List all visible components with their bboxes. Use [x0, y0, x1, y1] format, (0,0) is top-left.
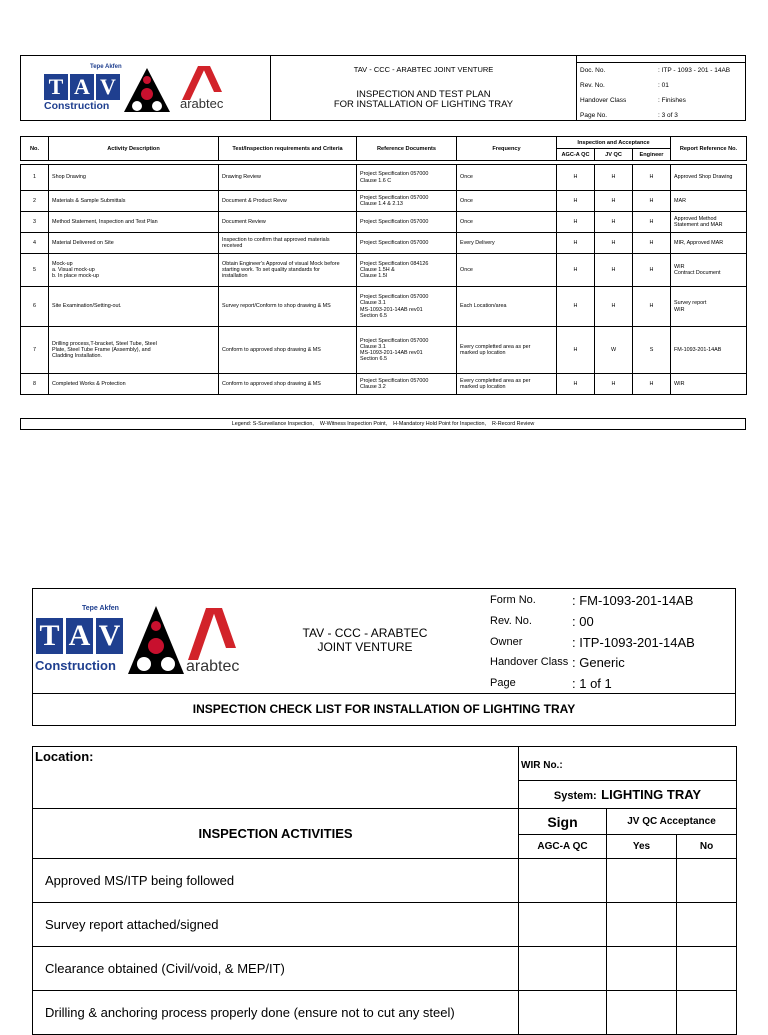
- jvqc-cell: H: [595, 233, 633, 254]
- wir-cell[interactable]: [519, 747, 737, 781]
- yes-header: Yes: [607, 835, 677, 859]
- engineer-cell: H: [633, 191, 671, 212]
- checklist-meta-value: : Generic: [572, 655, 625, 670]
- reference-line: Project Specification 084126: [360, 260, 429, 267]
- test-line: Conform to approved shop drawing & MS: [222, 380, 321, 387]
- checklist-meta-label: Rev. No.: [490, 615, 532, 627]
- checklist-item: Approved MS/ITP being followed: [33, 859, 519, 903]
- table-row: [21, 254, 747, 287]
- frequency-cell: [457, 212, 557, 233]
- test-cell: [219, 254, 357, 287]
- activity-cell: [49, 287, 219, 327]
- row-number: 3: [21, 212, 49, 233]
- report-line: Statement and MAR: [674, 222, 723, 228]
- activity-line: Materials & Sample Submittals: [52, 197, 126, 204]
- report-line: Approved Method: [674, 215, 717, 222]
- row-number: 1: [21, 165, 49, 191]
- activity-line: Mock-up: [52, 260, 73, 267]
- header-jvqc: JV QC: [595, 149, 633, 161]
- test-line: Conform to approved shop drawing & MS: [222, 346, 321, 353]
- report-line: MIR, Approved MAR: [674, 239, 724, 246]
- frequency-line: Every Delivery: [460, 239, 495, 246]
- report-line: Approved Shop Drawing: [674, 174, 733, 181]
- activity-cell: [49, 233, 219, 254]
- checklist-row: [33, 991, 737, 1035]
- row-number: 8: [21, 374, 49, 395]
- header-engineer: Engineer: [633, 149, 671, 161]
- row-number: 7: [21, 327, 49, 374]
- report-cell: [671, 287, 747, 327]
- activity-line: Plate, Steel Tube Frame (Assembly), and: [52, 346, 151, 353]
- ccc-triangle-icon: [124, 68, 170, 112]
- itp-meta-value: : ITP - 1093 - 201 - 14AB: [658, 67, 731, 74]
- reference-line: Project Specification 057000: [360, 218, 429, 225]
- reference-cell: [357, 287, 457, 327]
- agc-cell: H: [557, 165, 595, 191]
- checklist-table: [32, 746, 737, 1035]
- reference-cell: [357, 374, 457, 395]
- reference-line: Clause 3.2: [360, 384, 386, 390]
- test-cell: [219, 212, 357, 233]
- reference-line: Section 6.5: [360, 312, 387, 319]
- system-value: LIGHTING TRAY: [601, 786, 702, 802]
- reference-line: Project Specification 057000: [360, 377, 429, 384]
- engineer-cell: H: [633, 233, 671, 254]
- itp-title-line1: INSPECTION AND TEST PLAN: [356, 89, 491, 100]
- table-row: [21, 233, 747, 254]
- arabtec-label: arabtec: [180, 96, 224, 111]
- activity-cell: [49, 191, 219, 212]
- reference-line: Clause 3.1: [360, 343, 386, 350]
- agc-cell: H: [557, 327, 595, 374]
- report-cell: [671, 233, 747, 254]
- checklist-row: [33, 903, 737, 947]
- frequency-cell: [457, 233, 557, 254]
- reference-cell: [357, 165, 457, 191]
- agc-cell: H: [557, 374, 595, 395]
- agc-cell: H: [557, 233, 595, 254]
- row-number: 5: [21, 254, 49, 287]
- itp-meta-value: : Finishes: [658, 97, 686, 104]
- header-test: Test/Inspection requirements and Criteria: [219, 137, 357, 161]
- reference-cell: [357, 191, 457, 212]
- test-line: received: [222, 243, 243, 249]
- no-cell[interactable]: [677, 947, 737, 991]
- test-line: Inspection to confirm that approved materials: [222, 236, 330, 243]
- frequency-line: marked up location: [460, 384, 506, 390]
- no-cell[interactable]: [677, 859, 737, 903]
- test-line: starting work. To set quality standards for: [222, 266, 320, 273]
- itp-meta-value: : 01: [658, 82, 669, 89]
- checklist-row: [33, 947, 737, 991]
- reference-line: Clause 3.1: [360, 300, 386, 307]
- tav-letter-t: T: [36, 618, 63, 654]
- frequency-cell: [457, 327, 557, 374]
- test-line: Survey report/Conform to shop drawing & MS: [222, 303, 331, 310]
- sign-cell[interactable]: [519, 991, 607, 1035]
- itp-title-line2: FOR INSTALLATION OF LIGHTING TRAY: [333, 99, 514, 110]
- reference-line: Project Specification 057000: [360, 239, 429, 246]
- checklist-item: Survey report attached/signed: [33, 903, 519, 947]
- activities-header: [33, 809, 519, 859]
- test-line: installation: [222, 273, 248, 280]
- frequency-cell: [457, 191, 557, 212]
- reference-line: Project Specification 057000: [360, 171, 429, 178]
- engineer-cell: H: [633, 254, 671, 287]
- ccc-triangle-icon: [128, 606, 184, 674]
- jvqc-cell: H: [595, 191, 633, 212]
- activity-line: b. In place mock-up: [52, 273, 100, 280]
- engineer-cell: H: [633, 212, 671, 233]
- engineer-cell: H: [633, 374, 671, 395]
- agc-cell: H: [557, 212, 595, 233]
- jvqc-cell: H: [595, 212, 633, 233]
- report-line: Contract Document: [674, 270, 721, 276]
- jvqc-cell: H: [595, 374, 633, 395]
- activity-cell: [49, 327, 219, 374]
- itp-meta-label: Rev. No.: [580, 82, 605, 89]
- frequency-line: Once: [460, 218, 473, 225]
- agc-cell: H: [557, 191, 595, 212]
- arabtec-mark-icon: [178, 62, 224, 100]
- itp-header-topline: [576, 62, 746, 63]
- report-cell: [671, 327, 747, 374]
- arabtec-label: arabtec: [186, 658, 240, 675]
- table-row: [21, 165, 747, 191]
- frequency-line: Every completted area as per: [460, 377, 531, 384]
- sign-header: Sign: [519, 809, 607, 835]
- activity-line: Method Statement, Inspection and Test Plan: [52, 218, 158, 225]
- sign-cell[interactable]: [519, 859, 607, 903]
- checklist-title: INSPECTION CHECK LIST FOR INSTALLATION OF LIGHTING TRAY: [192, 702, 576, 716]
- report-cell: [671, 191, 747, 212]
- itp-header-divider-2: [576, 55, 577, 121]
- activity-cell: [49, 212, 219, 233]
- test-line: Obtain Engineer's Approval of visual Mock before: [222, 260, 340, 267]
- header-report: Report Reference No.: [671, 137, 747, 161]
- yes-cell[interactable]: [607, 903, 677, 947]
- reference-cell: [357, 233, 457, 254]
- header-no: No.: [21, 137, 49, 161]
- header-agc: AGC-A QC: [557, 149, 595, 161]
- report-cell: [671, 374, 747, 395]
- construction-label: Construction: [44, 100, 110, 112]
- activity-line: Cladding Installation.: [52, 353, 103, 360]
- activity-line: Shop Drawing: [52, 174, 86, 181]
- frequency-line: Once: [460, 266, 473, 273]
- header-reference: Reference Documents: [357, 137, 457, 161]
- yes-cell[interactable]: [607, 859, 677, 903]
- row-number: 2: [21, 191, 49, 212]
- frequency-cell: [457, 254, 557, 287]
- frequency-line: Each Location/area: [460, 303, 507, 310]
- no-cell[interactable]: [677, 903, 737, 947]
- checklist-jv-line2: JOINT VENTURE: [317, 640, 413, 654]
- report-cell: [671, 254, 747, 287]
- checklist-meta-value: : ITP-1093-201-14AB: [572, 635, 695, 650]
- test-line: Document Review: [222, 218, 266, 225]
- itp-legend-text: Legend: S-Surveilance Inspection, W-Witness Inspection Point, H-Mandatory Hold Point for Inspection, R-Record Review: [231, 421, 535, 427]
- report-cell: [671, 212, 747, 233]
- sign-cell[interactable]: [519, 947, 607, 991]
- itp-meta-label: Handover Class: [580, 97, 627, 104]
- engineer-cell: H: [633, 287, 671, 327]
- jvqc-cell: W: [595, 327, 633, 374]
- agc-cell: H: [557, 254, 595, 287]
- checklist-meta-value: : 1 of 1: [572, 676, 612, 691]
- frequency-line: Once: [460, 174, 473, 181]
- row-number: 6: [21, 287, 49, 327]
- itp-meta-label: Doc. No.: [580, 67, 606, 74]
- header-frequency: Frequency: [457, 137, 557, 161]
- itp-column-headers: [20, 136, 747, 161]
- tepe-akfen-label: Tepe Akfen: [90, 64, 122, 70]
- frequency-cell: [457, 374, 557, 395]
- frequency-line: marked up location: [460, 350, 506, 356]
- reference-line: Project Specification 057000: [360, 194, 429, 201]
- reference-cell: [357, 254, 457, 287]
- activity-cell: [49, 374, 219, 395]
- report-line: WIR: [674, 380, 685, 387]
- report-cell: [671, 165, 747, 191]
- reference-line: Clause 1.6 C: [360, 177, 392, 184]
- engineer-cell: H: [633, 165, 671, 191]
- checklist-meta-label: Handover Class: [490, 656, 569, 668]
- activity-cell: [49, 254, 219, 287]
- no-header: No: [677, 835, 737, 859]
- reference-line: Clause 1.5H &: [360, 266, 395, 273]
- company-logo: [40, 62, 260, 116]
- tepe-akfen-label: Tepe Akfen: [82, 605, 119, 612]
- reference-line: Clause 1.4 & 2.13: [360, 201, 403, 207]
- report-line: WIR: [674, 263, 685, 270]
- header-activity: Activity Description: [49, 137, 219, 161]
- checklist-meta-label: Page: [490, 677, 516, 689]
- table-row: [21, 191, 747, 212]
- yes-cell[interactable]: [607, 947, 677, 991]
- activity-line: Drilling process,T-bracket, Steel Tube, Steel: [52, 340, 157, 347]
- sign-cell[interactable]: [519, 903, 607, 947]
- jv-acceptance-header: JV QC Acceptance: [607, 809, 737, 835]
- test-cell: [219, 191, 357, 212]
- construction-label: Construction: [35, 658, 116, 673]
- table-row: [21, 374, 747, 395]
- checklist-meta-value: : FM-1093-201-14AB: [572, 593, 694, 608]
- tav-letter-v: V: [96, 618, 123, 654]
- activity-line: Completed Works & Protection: [52, 380, 126, 387]
- reference-line: Project Specification 057000: [360, 337, 429, 344]
- frequency-cell: [457, 165, 557, 191]
- reference-cell: [357, 327, 457, 374]
- system-label: System:: [553, 789, 597, 802]
- jvqc-cell: H: [595, 165, 633, 191]
- tav-letter-a: A: [70, 74, 94, 100]
- table-row: [21, 287, 747, 327]
- location-label: Location:: [35, 749, 94, 764]
- checklist-meta-label: Owner: [490, 636, 523, 648]
- jvqc-cell: H: [595, 287, 633, 327]
- tav-letter-a: A: [66, 618, 93, 654]
- test-cell: [219, 374, 357, 395]
- reference-line: MS-1093-201-14AB rev01: [360, 350, 423, 356]
- checklist-header-divider: [32, 693, 736, 694]
- frequency-line: Every completted area as per: [460, 343, 531, 350]
- test-cell: [219, 165, 357, 191]
- itp-meta-label: Page No.: [580, 112, 608, 119]
- test-cell: [219, 233, 357, 254]
- itp-jv-name: TAV - CCC - ARABTEC JOINT VENTURE: [353, 65, 494, 74]
- arabtec-mark-icon: [184, 604, 238, 660]
- checklist-jv-line1: TAV - CCC - ARABTEC: [302, 626, 428, 640]
- checklist-item: Clearance obtained (Civil/void, & MEP/IT): [33, 947, 519, 991]
- test-line: Document & Product Revw: [222, 197, 287, 204]
- location-cell[interactable]: [33, 747, 519, 809]
- itp-meta-value: : 3 of 3: [658, 112, 678, 119]
- test-line: Drawing Review: [222, 174, 261, 181]
- table-row: [21, 327, 747, 374]
- reference-line: Section 6.5: [360, 356, 387, 363]
- wir-label: WIR No.:: [521, 759, 563, 771]
- no-cell[interactable]: [677, 991, 737, 1035]
- header-inspection-acceptance: Inspection and Acceptance: [557, 137, 671, 149]
- yes-cell[interactable]: [607, 991, 677, 1035]
- test-cell: [219, 327, 357, 374]
- tav-letter-v: V: [96, 74, 120, 100]
- report-line: Survey report: [674, 300, 707, 307]
- reference-line: Clause 1.5I: [360, 273, 388, 280]
- checklist-item: Drilling & anchoring process properly done (ensure not to cut any steel): [33, 991, 519, 1035]
- reference-line: MS-1093-201-14AB rev01: [360, 306, 423, 313]
- test-cell: [219, 287, 357, 327]
- jvqc-cell: H: [595, 254, 633, 287]
- checklist-meta-value: : 00: [572, 614, 594, 629]
- report-line: WIR: [674, 306, 685, 313]
- frequency-line: Once: [460, 197, 473, 204]
- activity-line: a. Visual mock-up: [52, 266, 95, 273]
- company-logo: [34, 600, 274, 680]
- tav-letter-t: T: [44, 74, 68, 100]
- activity-cell: [49, 165, 219, 191]
- row-number: 4: [21, 233, 49, 254]
- checklist-meta-label: Form No.: [490, 594, 536, 606]
- checklist-row: [33, 859, 737, 903]
- report-line: MAR: [674, 197, 686, 204]
- activity-line: Material Delivered on Site: [52, 239, 114, 246]
- agc-header: AGC-A QC: [519, 835, 607, 859]
- report-line: FM-1093-201-14AB: [674, 346, 722, 353]
- engineer-cell: S: [633, 327, 671, 374]
- system-cell: [519, 781, 737, 809]
- activity-line: Site Examination/Setting-out.: [52, 303, 122, 310]
- reference-cell: [357, 212, 457, 233]
- reference-line: Project Specification 057000: [360, 294, 429, 301]
- itp-activity-table: [20, 164, 747, 395]
- frequency-cell: [457, 287, 557, 327]
- table-row: [21, 212, 747, 233]
- itp-legend: [20, 418, 746, 430]
- activities-header-label: INSPECTION ACTIVITIES: [198, 825, 353, 841]
- agc-cell: H: [557, 287, 595, 327]
